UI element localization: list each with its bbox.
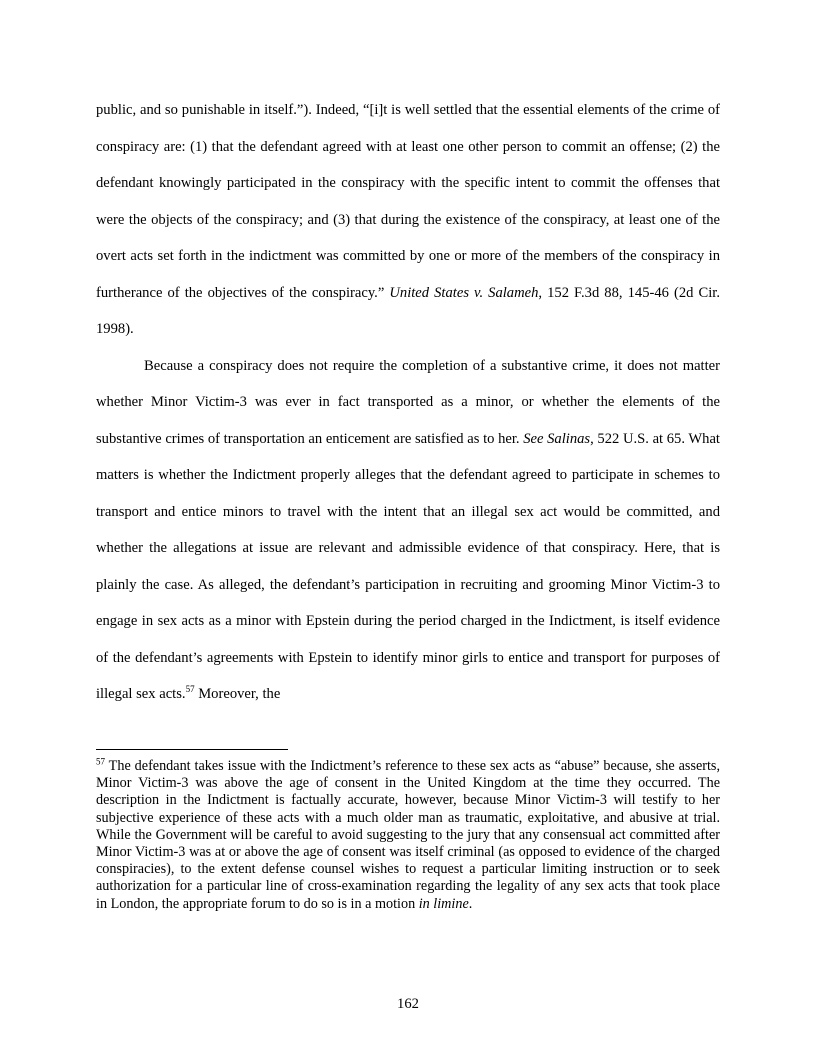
case-name: United States v. Salameh — [389, 284, 539, 301]
body-text — [96, 92, 720, 713]
see-signal: See Salinas — [523, 430, 591, 447]
paragraph-text: Moreover, the — [194, 686, 281, 702]
case-citation: , 152 F.3d 88, 145-46 (2d Cir. 1998). — [96, 284, 720, 337]
footnote-57 — [96, 758, 720, 913]
footnote-number: 57 — [96, 756, 105, 767]
paragraph-text: public, and so punishable in itself.”). Indeed, “[i]t is well settled that the essential elements of the crime of conspiracy are: (1) that the defendant agreed with at least one other person to commit an offense; (2) the defendant knowingly participated in the conspiracy with the specific intent to commit the offenses that were the objects of the conspiracy; and (3) that during the existence of the conspiracy, at least one of the overt acts set forth in the indictment was committed by one or more of the members of the conspiracy in furtherance of the objectives of the conspiracy.” — [96, 102, 720, 301]
paragraph-text: Because a conspiracy does not require the completion of a substantive crime, it does not matter whether Minor Victim-3 was ever in fact transported as a minor, or whether the elements of the substantive crimes of transportation an enticement are satisfied as to her. — [96, 357, 720, 447]
paragraph-text: , 522 U.S. at 65. What matters is whether the Indictment properly alleges that the defendant agreed to participate in schemes to transport and entice minors to travel with the intent that an illegal sex act would be committed, and whether the allegations at issue are relevant and admissible evidence of that conspiracy. Here, that is plainly the case. As alleged, the defendant’s participation in recruiting and grooming Minor Victim-3 to engage in sex acts as a minor with Epstein during the period charged in the Indictment, is itself evidence of the defendant’s agreements with Epstein to identify minor girls to entice and transport for purposes of illegal sex acts. — [96, 430, 720, 702]
footnote-period: . — [468, 895, 473, 912]
footnote-italic: in limine — [418, 895, 469, 912]
paragraph-conspiracy-elements — [96, 92, 720, 348]
footnote-body: The defendant takes issue with the Indictment’s reference to these sex acts as “abuse” because, she asserts, Minor Victim-3 was above the age of consent in the United Kingdom at the time they occurred. The description in the Indictment is factually accurate, however, because Minor Victim-3 will testify to her subjective experience of these acts with a much older man as traumatic, exploitative, and abusive at trial. While the Government will be careful to avoid suggesting to the jury that any consensual act committed after Minor Victim-3 was at or above the age of consent was itself criminal (as opposed to evidence of the charged conspiracies), to the extent defense counsel wishes to request a particular limiting instruction or to seek authorization for a particular line of cross-examination regarding the legality of any sex acts that took place in London, the appropriate forum to do so is in a motion — [96, 758, 720, 912]
footnote-text — [96, 758, 720, 913]
document-page — [96, 0, 720, 1056]
footnote-divider — [96, 749, 288, 750]
footnote-reference: 57 — [185, 684, 195, 695]
paragraph-minor-victim-3 — [96, 348, 720, 713]
page-number: 162 — [397, 996, 419, 1012]
